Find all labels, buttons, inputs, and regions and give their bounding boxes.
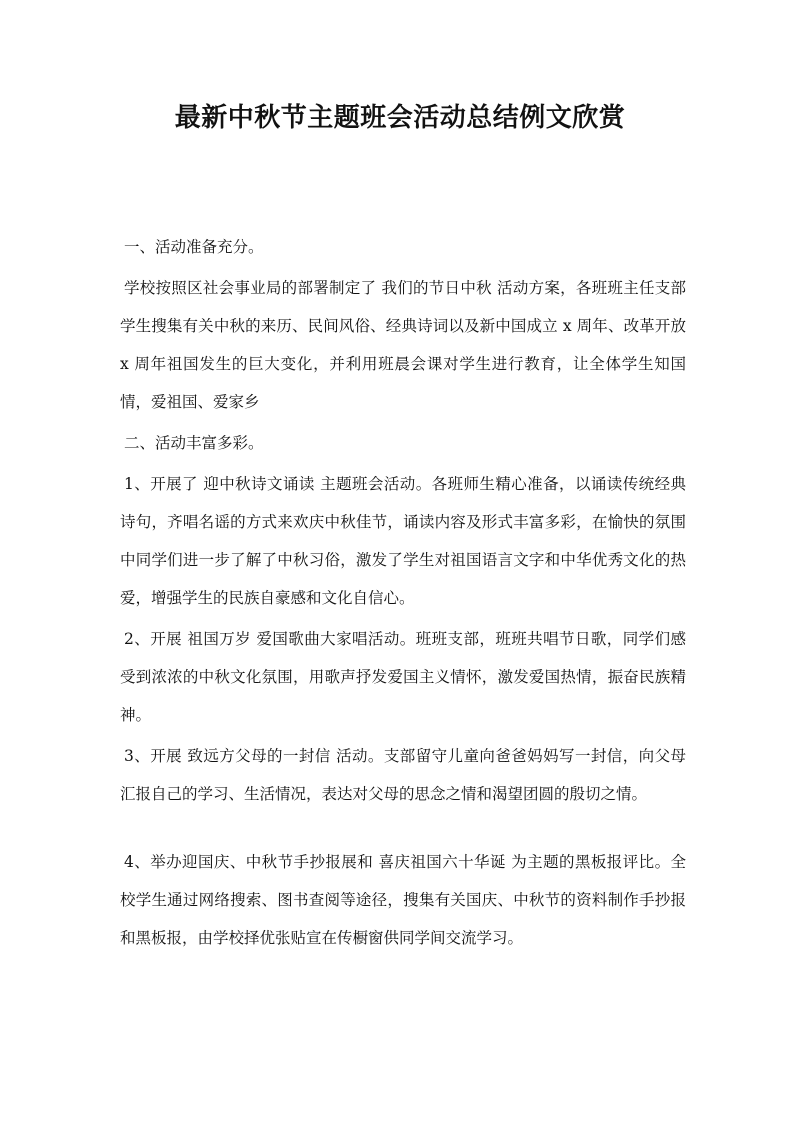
document-title: 最新中秋节主题班会活动总结例文欣赏 — [174, 103, 626, 133]
paragraph-activity-3: 3、开展 致远方父母的一封信 活动。支部留守儿童向爸爸妈妈写一封信，向父母汇报自己的学习、生活情况，表达对父母的思念之情和渴望团圆的殷切之情。 — [120, 747, 686, 803]
paragraph-activity-4: 4、举办迎国庆、中秋节手抄报展和 喜庆祖国六十华诞 为主题的黑板报评比。全校学生通过网络搜索、图书查阅等途径，搜集有关国庆、中秋节的资料制作手抄报和黑板报，由学校择优张贴宣在传橱窗供同学间交流学习。 — [120, 853, 686, 947]
paragraph-activity-1: 1、开展了 迎中秋诗文诵读 主题班会活动。各班师生精心准备，以诵读传统经典诗句，齐唱名谣的方式来欢庆中秋佳节，诵读内容及形式丰富多彩，在愉快的氛围中同学们进一步了解了中秋习俗，激发了学生对祖国语言文字和中华优秀文化的热爱，增强学生的民族自豪感和文化自信心。 — [120, 475, 686, 607]
paragraph-preparation: 学校按照区社会事业局的部署制定了 我们的节日中秋 活动方案，各班班主任支部学生搜集有关中秋的来历、民间风俗、经典诗词以及新中国成立 x 周年、改革开放 x 周年祖国发生的巨大变化，并利用班晨会课对学生进行教育，让全体学生知国情，爱祖国、爱家乡 — [120, 279, 686, 411]
section-heading-activities: 二、活动丰富多彩。 — [124, 434, 264, 452]
document-body — [120, 228, 686, 960]
paragraph-activity-2: 2、开展 祖国万岁 爱国歌曲大家唱活动。班班支部，班班共唱节日歌，同学们感受到浓浓的中秋文化氛围，用歌声抒发爱国主义情怀，激发爱国热情，振奋民族精神。 — [120, 630, 686, 724]
section-heading-preparation: 一、活动准备充分。 — [124, 238, 264, 256]
